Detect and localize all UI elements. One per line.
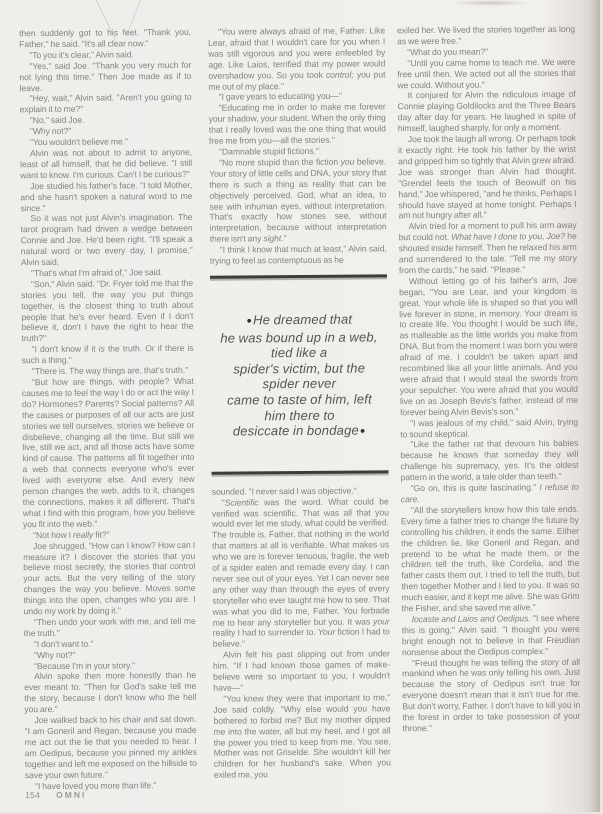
paragraph: "I think I know that much at least," Alvin said, trying to feel as contemptuous as he — [209, 243, 387, 266]
text-column-middle — [208, 25, 391, 782]
paragraph: "I don't want to." — [33, 638, 94, 649]
paragraph: "Like the father rat that devours his babies because he knows that someday they will challenge his supremacy, yes. It's the oldest pattern in the world, a tale older than teeth." — [400, 438, 579, 483]
paragraph: "Freud thought he was telling the story of all mankind when he was only telling his own. Just because the story of Oedipus isn't true for everyone doesn't mean that it isn't true for me. But don't worry, Father. I don't have to kill you in the forest in order to take possession of your throne." — [402, 656, 581, 734]
quote-ornament-icon: ● — [246, 315, 253, 326]
paragraph: "Why not?" — [29, 125, 72, 137]
paragraph: "All the storytellers know how this tale ends. Every time a father tries to change the future by controlling his children, it ends the same. Either the children lie, like Goneril and Regan, and pretend to be what he made them, or the children tell the truth, like Cordelia, and the father casts them out. I tried to tell the truth, but then together Mother and I lied to you. It was so much easier, and it kept me alive. She was Grim the Fisher, and she saved me alive." — [400, 503, 580, 614]
paragraph: Joe shrugged. "How can I know? How can I measure it? I discover the stories that you believe most secretly, the stories that control your acts. But the very telling of the story changes the way you believe. Moves some things into the open, changes who you are. I undo my work by doing it." — [23, 539, 196, 617]
pull-quote-line: came to taste of him, left — [226, 391, 372, 408]
paragraph: exiled her. We lived the stories together as long as we were free." — [397, 23, 576, 47]
quote-ornament-icon: ● — [359, 425, 366, 436]
pull-quote-line: tied like a — [270, 344, 328, 361]
paragraph: Alvin felt his past slipping out from under him. "If I had known those games of make-believe were so important to you, I wouldn't have—" — [212, 648, 391, 693]
paragraph: "You wouldn't believe me." — [29, 136, 129, 148]
pull-quote-line: spider's victim, but the — [233, 360, 366, 377]
paragraph: Alvin spoke then more honestly than he ever meant to. "Then for God's sake tell me the story, because I don't know who the hell you are." — [24, 670, 197, 715]
pull-quote-line: desiccate in bondage● — [232, 422, 366, 439]
pull-quote-line: him there to — [264, 407, 335, 423]
magazine-logo: OMNI — [56, 789, 87, 800]
paragraph: then suddenly got to his feet. "Thank you, Father," he said. "It's all clear now." — [19, 26, 192, 50]
paragraph: So it was not just Alvin's imagination. The tarot program had driven a wedge between Connie and Joe. He'd been right. "I'll speak a natural word or two every day, I promise," Alvin said. — [20, 212, 193, 268]
paragraph: Joe took the laugh all wrong. Or perhaps took it exactly right. He took his father by the wrist and gripped him so tightly that Alvin grew afraid. Joe was stronger than Alvin had thought. "Grendel feels the touch of Beowulf on his hand," Joe whispered, "and he thinks, Perhaps I should have stayed at home tonight. Perhaps I am not hungry after all." — [397, 132, 577, 221]
text-column-right — [397, 24, 581, 773]
paragraph: "No," said Joe. — [29, 114, 85, 126]
pull-quote-line: he was bound up in a web, — [220, 328, 378, 346]
pull-quote-divider-bottom — [212, 470, 389, 474]
pull-quote — [210, 311, 388, 441]
paragraph: "Until you came home to teach me. We were free until then. We acted out all the stories that we could. Without you." — [397, 56, 576, 90]
paragraph: Alvin tried for a moment to pull his arm away but could not. What have I done to you, Joe? he shouted inside himself. Then he relaxed his arm and surrendered to the tale. "Tell me my story from the cards," he said. "Please." — [398, 220, 577, 276]
paragraph: "No more stupid than the fiction you believe. Your story of little cells and DNA, your story that there is such a thing as reality that can be objectively perceived. God, what an idea, to see with inhuman eyes, without interpretation. That's exactly how stones see, without interpretation, because without interpretation there isn't any sight." — [209, 156, 387, 244]
pull-quote-line: ●He dreamed that — [246, 311, 353, 328]
paragraph: "Educating me in order to make me forever your shadow, your student. When the only thing that I really loved was the one thing that would free me from you—all the stories." — [208, 101, 386, 146]
paragraph: Iocaste and Laios and Oedipus. "I see where this is going," Alvin said. "I thought you were bright enough not to believe in that Freudian nonsense about the Oedipus complex." — [401, 612, 580, 657]
paragraph: "But how are things, with people? What causes me to feel the way I do or act the way I do? Hormones? Parents? Social patterns? All the causes or purposes of all our acts are just stories we tell ourselves, stories we believe or disbelieve, changing all the time. But still we live, still we act, and all those acts have some kind of cause. The patterns all fit together into a web that connects everyone who's ever lived with everyone else. And every new person changes the web, adds to it, changes the connections, makes it all different. That's what I find with this program, how you believe you fit into the web." — [21, 375, 195, 529]
column-middle-bottom-text — [212, 485, 391, 781]
pull-quote-line: spider never — [262, 376, 337, 392]
page-edge-shadow — [590, 0, 600, 812]
paragraph: Alvin was not about to admit to anyone, least of all himself, that he did believe. "I still want to know. I'm curious. Can't I be curious?" — [20, 146, 193, 180]
paragraph: "You knew they were that important to me," Joe said coldly. "Why else would you have bothered to forbid me? But my mother dipped me into the water, all but my heel, and I got all the power you tried to keep from me. You see, Mother was not Griselde. She wouldn't kill her children for her husband's sake. When you exiled me, you — [213, 692, 391, 780]
paragraph: "Yes," said Joe. "Thank you very much for not lying this time." Then Joe made as if to leave. — [19, 59, 192, 93]
paragraph: "Then undo your work with me, and tell me the truth." — [23, 615, 196, 639]
paragraph: It conjured for Alvin the ridiculous image of Connie playing Goldilocks and the Three Bears day after day for years. He laughed in spite of himself, laughed sharply, for only a moment. — [397, 89, 576, 134]
paragraph: "You were always afraid of me, Father. Like Lear, afraid that I wouldn't care for you when I was still vigorous and you were enfeebled by age. Like Laios, terrified that my power would overshadow you. So you took control; you put me out of my place." — [208, 25, 386, 92]
column-middle-top-text — [208, 25, 387, 266]
paragraph: Joe walked back to his chair and sat down. "I am Goneril and Regan, because you made me act out the lie that you needed to hear. I am Oedipus, because you pinned my ankles together and left me exposed on the hillside to save your own future." — [24, 713, 197, 780]
paragraph: Joe studied his father's face. "I told Mother, and she hasn't spoken a natural word to me since." — [20, 179, 193, 213]
paragraph: "Hey, wait," Alvin said. "Aren't you going to explain it to me?" — [19, 92, 192, 115]
pull-quote-divider-top — [210, 274, 387, 278]
paragraph: "Because I'm in your story." — [33, 659, 136, 671]
paragraph: "Son," Alvin said. "Dr. Fryer told me that the stories you tell, the way you put things together, is the closest thing to truth about people that he's ever heard. Even if I don't believe it, don't I have the right to hear the truth?" — [21, 277, 194, 344]
paragraph: "I don't know if it is the truth. Or if there is such a thing." — [21, 343, 194, 366]
paragraph: Without letting go of his father's arm, Joe began, "You are Lear, and your kingdom is great. Your whole life is shaped so that you will live forever in stone, in memory. Your dream is to create life. You thought I would be such life, as malleable as the little worlds you make from DNA. But from the moment I was born you were afraid of me. I couldn't be taken apart and recombined like all your little animals. And you were afraid that I would steal the swords from your sepulcher. You were afraid that you would live on as Joseph Bevis's father, instead of me forever being Alvin Bevis's son." — [399, 274, 578, 417]
paragraph: "Why not?" — [33, 649, 76, 660]
page-footer — [25, 790, 86, 800]
paragraph: "What do you mean?" — [407, 46, 489, 57]
page-number: 154 — [25, 790, 41, 801]
paragraph: "I was jealous of my child," said Alvin, trying to sound skeptical. — [400, 416, 579, 439]
paragraph: "That's what I'm afraid of," Joe said. — [30, 267, 163, 279]
paragraph: "Go on, this is quite fascinating." I refuse to care. — [400, 481, 579, 505]
paragraph: "I gave years to educating you—" — [218, 91, 342, 103]
paragraph: "Damnable stupid fictions." — [218, 145, 320, 157]
text-column-left — [19, 26, 197, 791]
paragraph: sounded. "I never said I was objective." — [211, 485, 357, 497]
paragraph: "There is. The way things are, that's truth." — [31, 364, 189, 377]
paragraph: "Not how I really fit?" — [32, 529, 110, 540]
paragraph: "Scientific was the word. What could be verified was scientific. That was all that you would ever let me study, what could be verified. The trouble is, Father, that nothing in the world that matters at all is verifiable. What makes us who we are is forever tenuous, fragile, the web of a spider eaten and remade every day. I can never see out of your eyes. Yet I can never see any other way than through the eyes of every storyteller who ever taught me how to see. That was what you did to me, Father. You forbade me to hear any storyteller but you. It was your reality I had to surrender to. Your fiction I had to believe." — [211, 495, 390, 650]
paragraph: "To you it's clear," Alvin said. — [29, 49, 134, 60]
paragraph: "I have loved you more than life." — [34, 779, 157, 791]
